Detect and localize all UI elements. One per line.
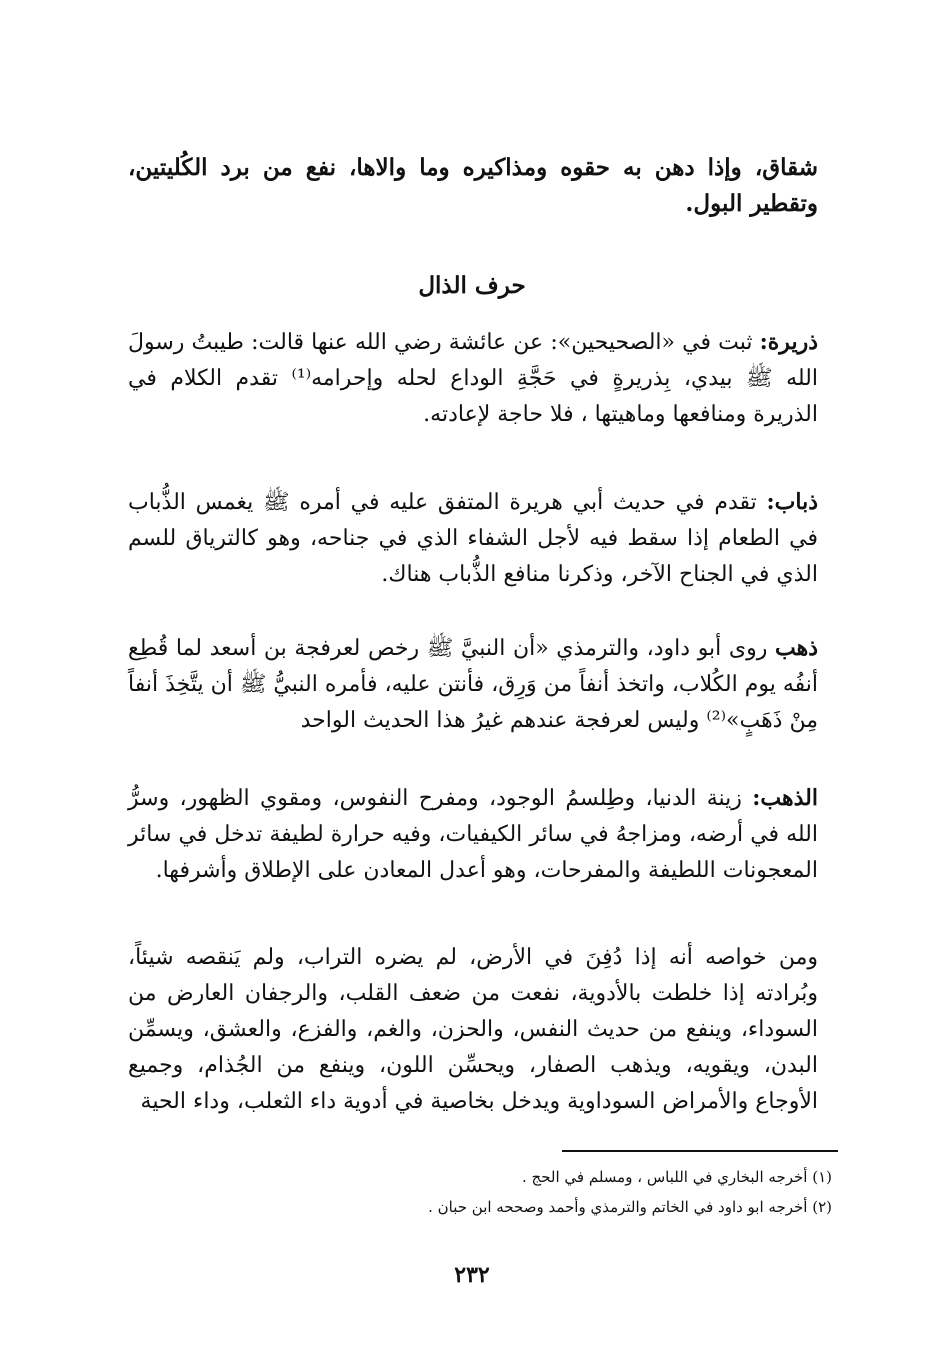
- section-heading: حرف الذال: [418, 272, 526, 299]
- page-number: ٢٣٢: [454, 1262, 490, 1288]
- entry-term: ذريرة:: [759, 329, 818, 355]
- entry-text: تقدم في حديث أبي هريرة المتفق عليه في أمره ﷺ يغمس الذُّباب في الطعام إذا سقط فيه لأجل الشفاء الذي في جناحه، وهو كالترياق للسم الذي في الجناح الآخر، وذكرنا منافع الذُّباب هناك.: [128, 490, 818, 587]
- footnote-1: (١) أخرجه البخاري في اللباس ، ومسلم في الحج .: [522, 1168, 832, 1186]
- footnote-2: (٢) أخرجه ابو داود في الخاتم والترمذي وأحمد وصححه ابن حبان .: [428, 1198, 832, 1216]
- entry-text: ثبت في «الصحيحين»: عن عائشة رضي الله عنها قالت: طيبتُ رسولَ الله ﷺ بيدي، بِذريرةٍ في حَجَّةِ الوداع لحله وإحرامه⁽¹⁾ تقدم الكلام في الذريرة ومنافعها وماهيتها ، فلا حاجة لإعادته.: [128, 330, 818, 427]
- entry-text: روى أبو داود، والترمذي «أن النبيَّ ﷺ رخص لعرفجة بن أسعد لما قُطِع أنفُه يوم الكُلاب، واتخذ أنفاً من وَرِق، فأنتن عليه، فأمره النبيُّ ﷺ أن يتَّخِذَ أنفاً مِنْ ذَهَبٍ»⁽²⁾ وليس لعرفجة عندهم غيرُ هذا الحديث الواحد: [128, 636, 818, 733]
- intro-paragraph: شقاق، وإذا دهن به حقوه ومذاكيره وما والاها، نفع من برد الكُليتين، وتقطير البول.: [128, 154, 818, 217]
- entry-dharira: [128, 324, 818, 433]
- entry-term: ذباب:: [766, 489, 819, 515]
- entry-dhahab-hadith: [128, 630, 818, 739]
- entry-dhubab: [128, 484, 818, 593]
- closing-paragraph: ومن خواصه أنه إذا دُفِنَ في الأرض، لم يضره التراب، ولم يَنقصه شيئاً، وبُرادته إذا خلطت بالأدوية، نفعت من ضعف القلب، والرجفان العارض من السوداء، وينفع من حديث النفس، والحزن، والغم، والفزع، والعشق، ويسمِّن البدن، ويقويه، ويذهب الصفار، ويحسِّن اللون، وينفع من الجُذام، وجميع الأوجاع والأمراض السوداوية ويدخل بخاصية في أدوية داء الثعلب، وداء الحية: [128, 945, 818, 1114]
- entry-term: ذهب: [774, 635, 818, 661]
- entry-text: زينة الدنيا، وطِلسمُ الوجود، ومفرح النفوس، ومقوي الظهور، وسرُّ الله في أرضه، ومزاجهُ في سائر الكيفيات، وفيه حرارة لطيفة تدخل في سائر المعجونات اللطيفة والمفرحات، وهو أعدل المعادن على الإطلاق وأشرفها.: [128, 786, 818, 883]
- entry-dhahab-properties: [128, 780, 818, 889]
- footnote-divider: [562, 1150, 838, 1152]
- entry-term: الذهب:: [752, 785, 818, 811]
